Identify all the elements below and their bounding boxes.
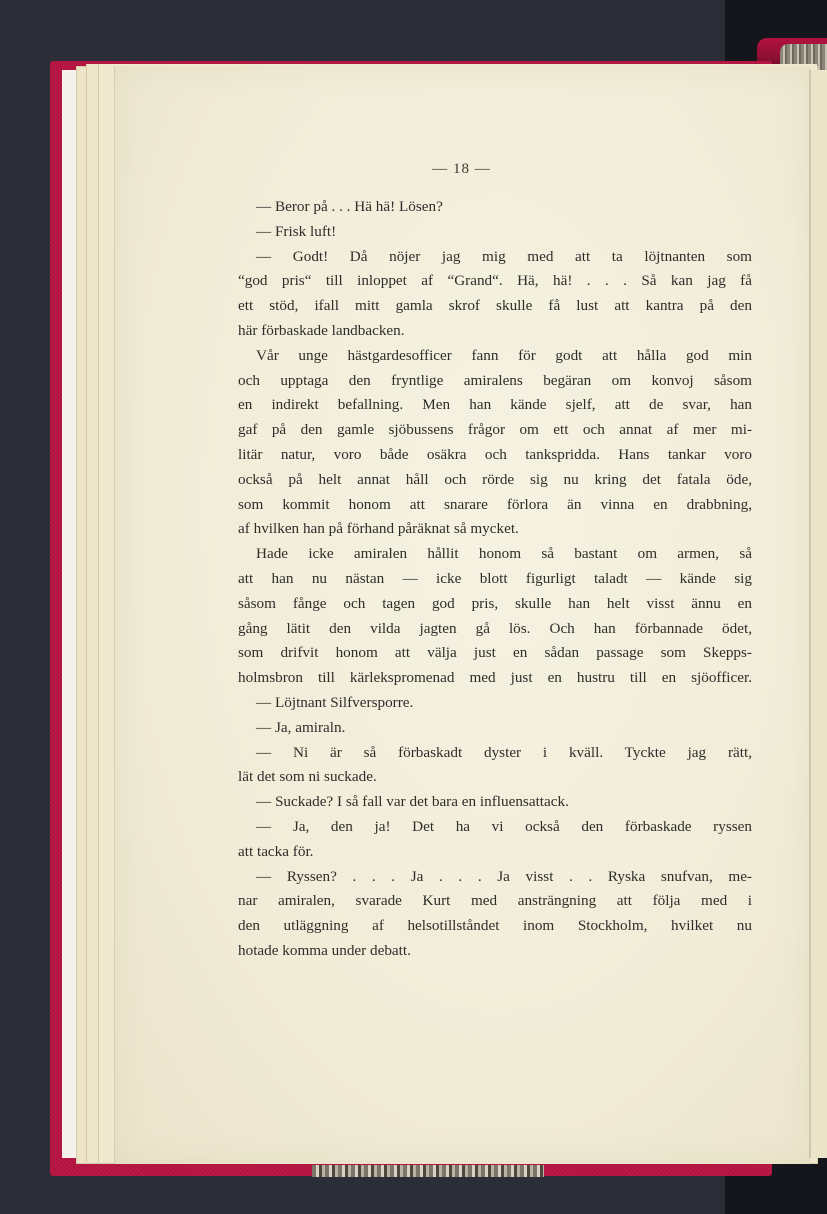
text-line: gaf på den gamle sjöbussens frågor om ett och annat af mer mi- [238,421,752,439]
text-line: att han nu nästan — icke blott figurligt taladt — kände sig [238,569,752,587]
text-line: hotade komma under debatt. [238,941,411,959]
text-line: — Löjtnant Silfversporre. [256,693,414,711]
text-line: — Beror på . . . Hä hä! Lösen? [256,198,443,215]
text-line: holmsbron till kärlekspromenad med just en hustru till en sjöofficer. [238,669,752,687]
page-stack-edge [62,70,77,1158]
text-line: — Suckade? I så fall var det bara en influensattack. [256,793,569,811]
page-number: — 18 — [432,161,491,177]
text-line: och upptaga den fryntlige amiralens begäran om konvoj såsom [238,371,752,389]
text-line: — Ja, amiraln. [256,718,346,736]
gilt-page-edge [312,1165,544,1177]
text-line: såsom fånge och tagen god pris, skulle han helt visst ännu en [238,594,752,612]
text-line: att tacka för. [238,842,314,860]
text-line: litär natur, voro både osäkra och tankspridda. Hans tankar voro [238,445,752,463]
text-line: Hade icke amiralen hållit honom så bastant om armen, så [256,545,752,563]
text-line: ett stöd, ifall mitt gamla skrof skulle få lust att kantra på den [238,297,752,315]
text-line: Vår unge hästgardesofficer fann för godt att hålla god min [256,346,752,364]
page-right-edge [809,70,827,1158]
text-line: nar amiralen, svarade Kurt med ansträngning att följa med i [238,892,752,910]
text-line: gång lätit den vilda jagten gå lös. Och han förbannade ödet, [238,619,752,637]
text-line: som drifvit honom att välja just en sådan passage som Skepps- [238,644,752,662]
text-line: — Frisk luft! [256,222,337,240]
text-line: — Godt! Då nöjer jag mig med att ta löjtnanten som [256,247,752,265]
text-line: “god pris“ till inloppet af “Grand“. Hä, hä! . . . Så kan jag få [238,272,752,290]
text-line: här förbaskade landbacken. [238,321,405,339]
text-line: af hvilken han på förhand påräknat så mycket. [238,520,519,538]
text-line: — Ryssen? . . . Ja . . . Ja visst . . Ryska snufvan, me- [256,867,752,885]
text-line: som kommit honom att snarare förlora än vinna en drabbning, [238,495,752,513]
body-text [238,195,752,964]
text-line: lät det som ni suckade. [238,768,377,786]
text-line: den utläggning af helsotillståndet inom Stockholm, hvilket nu [238,917,752,935]
text-line: också på helt annat håll och rörde sig nu kring det fatala öde, [238,470,752,488]
text-line: — Ja, den ja! Det ha vi också den förbaskade ryssen [256,817,752,835]
text-line: — Ni är så förbaskadt dyster i kväll. Tyckte jag rätt, [256,743,752,761]
text-line: en indirekt befallning. Men han kände sjelf, att de svar, han [238,396,752,414]
